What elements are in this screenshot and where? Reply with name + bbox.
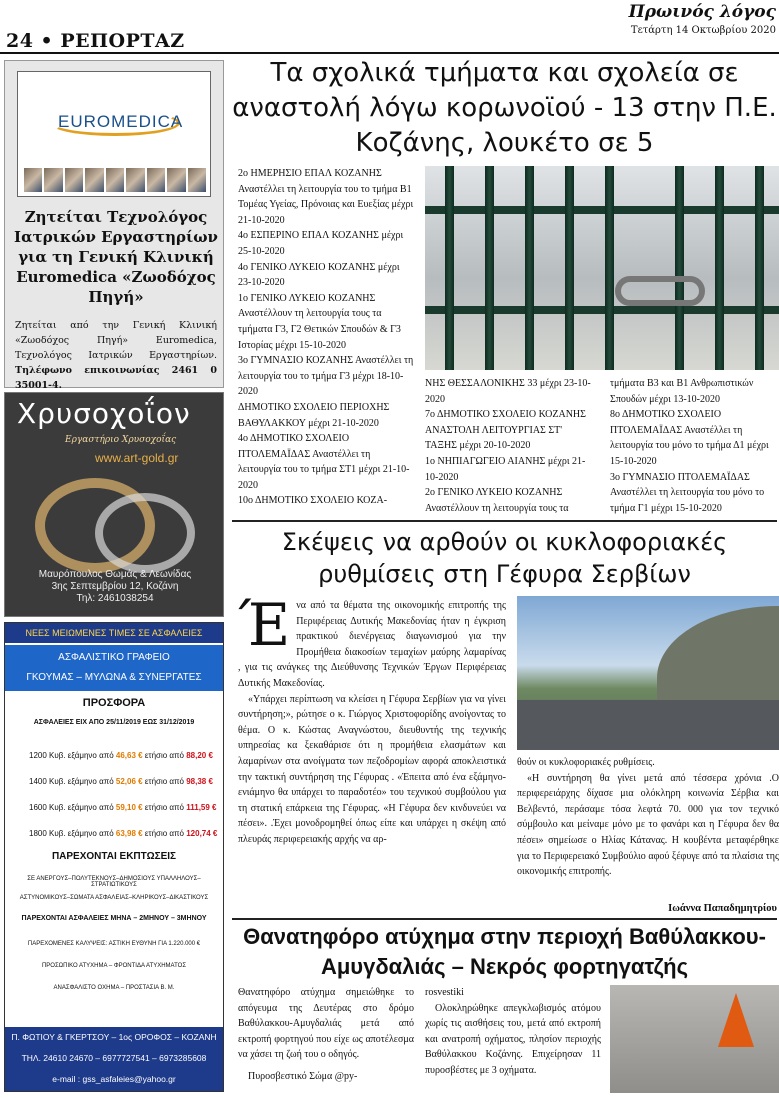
article1-col3 bbox=[610, 376, 778, 516]
locked-gate-photo bbox=[425, 166, 779, 370]
author-byline: Ιωάννα Παπαδημητρίου bbox=[668, 903, 777, 914]
school-item: 2ο ΗΜΕΡΗΣΙΟ ΕΠΑΛ ΚΟΖΑΝΗΣ Αναστέλλει τη λειτουργία του το τμήμα Β1 Τομέας Υγείας, Πρόνοιας και Ευεξίας μέχρι 21-10-2020 bbox=[238, 168, 414, 226]
school-item: 10ο ΔΗΜΟΤΙΚΟ ΣΧΟΛΕΙΟ ΚΟΖΑ- bbox=[238, 495, 388, 507]
header-rule bbox=[0, 52, 779, 54]
article1-headline: Τα σχολικά τμήματα και σχολεία σε αναστολή λόγω κορωνοϊού - 13 στην Π.Ε. Κοζάνης, λουκέτο σε 5 bbox=[232, 58, 777, 158]
divider bbox=[232, 520, 777, 522]
goldsmith-street: 3ης Σεπτεμβρίου 12, Κοζάνη bbox=[51, 581, 179, 592]
euromedica-body-text: Ζητείται από την Γενική Κλινική «Ζωοδόχος Πηγή» Euromedica, Τεχνολόγος Ιατρικών Εργαστηρίων. bbox=[15, 320, 217, 361]
school-item: 3ο ΓΥΜΝΑΣΙΟ ΠΤΟΛΕΜΑΪΔΑΣ Αναστέλλει τη λειτουργία του μόνο το τμήμα Γ1 μέχρι 15-10-2020 bbox=[610, 471, 765, 514]
insurance-contact bbox=[5, 1027, 223, 1091]
insurance-ad bbox=[4, 622, 224, 1092]
school-item: 1ο ΓΕΝΙΚΟ ΛΥΚΕΙΟ ΚΟΖΑΝΗΣ Αναστέλλουν τη λειτουργία τους τα τμήματα Γ3, Γ2 Θετικών Σπουδών & Γ3 Ιστορίας μέχρι 15-10-2020 bbox=[238, 292, 401, 351]
insurance-line: ΑΝΑΣΦΑΛΙΣΤΟ ΟΧΗΜΑ – ΠΡΟΣΤΑΣΙΑ Β. Μ. bbox=[53, 985, 175, 991]
issue-date: Τετάρτη 14 Οκτωβρίου 2020 bbox=[630, 25, 776, 36]
insurance-line: ΠΑΡΕΧΟΜΕΝΕΣ ΚΑΛΥΨΕΙΣ: ΑΣΤΙΚΗ ΕΥΘΥΝΗ ΓΙΑ 1.220.000 € bbox=[27, 941, 201, 947]
article1-col1 bbox=[238, 166, 414, 509]
insurance-address: Π. ΦΩΤΙΟΥ & ΓΚΕΡΤΣΟΥ – 1ος ΟΡΟΦΟΣ – ΚΟΖΑΝΗ bbox=[11, 1032, 217, 1042]
euromedica-ad bbox=[4, 60, 224, 391]
price-list bbox=[29, 743, 219, 847]
school-item: 8ο ΔΗΜΟΤΙΚΟ ΣΧΟΛΕΙΟ ΠΤΟΛΕΜΑΪΔΑΣ Αναστέλλει τη λειτουργία του μόνο το τμήμα Δ1 μέχρι 15-10-2020 bbox=[610, 409, 769, 467]
insurance-phone: ΤΗΛ. 24610 24670 – 6977727541 – 6973285608 bbox=[21, 1053, 207, 1063]
dropcap: Έ bbox=[238, 591, 291, 659]
school-item: ΔΗΜΟΤΙΚΟ ΣΧΟΛΕΙΟ ΠΕΡΙΟΧΗΣ ΒΑΘΥΛΑΚΚΟΥ μέχρι 21-10-2020 bbox=[238, 401, 390, 429]
insurance-line: ΣΕ ΑΝΕΡΓΟΥΣ–ΠΟΛΥΤΕΚΝΟΥΣ–ΔΗΜΟΣΙΟΥΣ ΥΠΑΛΛΗΛΟΥΣ–ΣΤΡΑΤΙΩΤΙΚΟΥΣ bbox=[27, 876, 201, 888]
chain-icon bbox=[615, 276, 705, 306]
article2-p4: «Η συντήρηση θα γίνει μετά από τέσσερα χρόνια .Ο περιφερειάρχης δίχασε μια ολόκληρη κοινωνία Σέρβια και Βελβεντό, περάσαμε τόσα λεφτά 70. 000 για τον τεχνικό σύμβουλο και μείναμε μόνο με το φανάρι και η Γέφυρα δεν θα πέσει» σημείωσε ο Ηλίας Κάτανας. Η κουβέντα μεταφέρθηκε για το Περιφερειακό Συμβούλιο αφού ξέφυγε από τα πλαίσια της οικονομικής επιτροπής. bbox=[517, 772, 779, 878]
goldsmith-title: Χρυσοχοΐον bbox=[17, 397, 191, 430]
insurance-office bbox=[5, 645, 223, 691]
insurance-owners: ΓΚΟΥΜΑΣ – ΜΥΛΩΝΑ & ΣΥΝΕΡΓΑΤΕΣ bbox=[26, 672, 202, 683]
insurance-discounts: ΠΑΡΕΧΟΝΤΑΙ ΕΚΠΤΩΣΕΙΣ bbox=[51, 851, 177, 862]
insurance-period: ΑΣΦΑΛΕΙΕΣ ΕΙΧ ΑΠΟ 25/11/2019 ΕΩΣ 31/12/2019 bbox=[33, 719, 195, 726]
euromedica-title: Ζητείται Τεχνολόγος Ιατρικών Εργαστηρίων για τη Γενική Κλινική Euromedica «Ζωοδόχος Πηγή» bbox=[14, 208, 218, 306]
article2-col2 bbox=[517, 755, 779, 880]
school-item: 3ο ΓΥΜΝΑΣΙΟ ΚΟΖΑΝΗΣ Αναστέλλει τη λειτουργία του το τμήμα Γ3 μέχρι 18-10-2020 bbox=[238, 355, 414, 398]
price-row: 1400 Κυβ. εξάμηνο από 52,06 € ετήσιο από 98,38 € bbox=[29, 777, 213, 786]
article3-p3: rosvestiki bbox=[425, 987, 464, 998]
goldsmith-url[interactable]: www.art-gold.gr bbox=[95, 451, 179, 465]
school-item: 2ο ΓΕΝΙΚΟ ΛΥΚΕΙΟ ΚΟΖΑΝΗΣ Αναστέλλουν τη λειτουργία τους τα bbox=[425, 487, 569, 514]
euromedica-phone: Τηλέφωνο επικοινωνίας 2461 0 35001-4. bbox=[15, 365, 217, 391]
school-item: 4ο ΓΕΝΙΚΟ ΛΥΚΕΙΟ ΚΟΖΑΝΗΣ μέχρι 23-10-2020 bbox=[238, 261, 400, 289]
article3-p1: Θανατηφόρο ατύχημα σημειώθηκε το απόγευμα της Δευτέρας στο δρόμο Βαθύλακκου-Αμυγδαλιάς μετά από εκτροπή φορτηγού που είχε ως αποτέλεσμα να χάσει τη ζωή του ο οδηγός. bbox=[238, 987, 414, 1061]
article2-p2: «Υπάρχει περίπτωση να κλείσει η Γέφυρα Σερβίων για να γίνει συντήρηση;», ρώτησε ο κ. Γιώργος Χριστοφορίδης ανοίγοντας το θέμα. Ο κ. Κώστας Αναγνώστου, διευθυντής της τεχνικής υπηρεσίας κα ξεκαθάρισε ότι η προμήθεια ελασμάτων και λαμαρίνων στα ανοίγματα των πεζοδρομίων αφορά αποκλειστικά την τακτική συντήρηση της Γέφυρας . «Έπειτα από ένα εξάμηνο-ενιάμηνο θα υπάρχει το παραδοτέο» του τεχνικού συμβούλου για τη στατική επάρκεια της Γέφυρας. «Η Γέφυρα δεν κινδυνεύει να πέσει». .Έχει μονοδρομηθεί όπως είπε και υπάρχει η σκέψη από πλευράς περιφερειακής αρχής να αρ- bbox=[238, 693, 506, 845]
article3-p2: Πυροσβεστικό Σώμα @py- bbox=[248, 1070, 358, 1082]
divider bbox=[232, 918, 777, 920]
school-item: 4ο ΔΗΜΟΤΙΚΟ ΣΧΟΛΕΙΟ ΠΤΟΛΕΜΑΪΔΑΣ Αναστέλλει τη λειτουργία του το τμήμα ΣΤ1 μέχρι 21-10-2020 bbox=[238, 433, 410, 491]
article3-p4: Ολοκληρώθηκε απεγκλωβισμός ατόμου χωρίς τις αισθήσεις του, μετά από εκτροπή και ανατροπή οχήματος, πλησίον περιοχής Βαθύλακκου Κοζάνης. Επιχείρησαν 11 πυροσβέστες με 3 οχήματα. bbox=[425, 1002, 601, 1076]
article2-p1: Ένα από τα θέματα της οικονομικής επιτροπής της Περιφέρειας Δυτικής Μακεδονίας ήταν η έγκριση πρακτικού διενέργειας διαγωνισμού για την Προμήθεια διακοσίων τεμαχίων μαύρης λαμαρίνας , για τις ανάγκες της Διεύθυνσης Τεχνικών Έργων Περιφέρειας Δυτικής Μακεδονίας. bbox=[238, 591, 506, 689]
goldsmith-owners: Μαυρόπουλος Θωμάς & Λεωνίδας bbox=[38, 569, 192, 580]
insurance-email[interactable]: e-mail : gss_asfaleies@yahoo.gr bbox=[52, 1074, 176, 1084]
insurance-banner: ΝΕΕΣ ΜΕΙΩΜΕΝΕΣ ΤΙΜΕΣ ΣΕ ΑΣΦΑΛΕΙΕΣ bbox=[5, 623, 223, 643]
school-item: 7ο ΔΗΜΟΤΙΚΟ ΣΧΟΛΕΙΟ ΚΟΖΑΝΗΣ ΑΝΑΣΤΟΛΗ ΛΕΙΤΟΥΡΓΙΑΣ ΣΤ' ΤΑΞΗΣ μέχρι 20-10-2020 bbox=[425, 409, 586, 452]
article3-headline: Θανατηφόρο ατύχημα στην περιοχή Βαθύλακκου-Αμυγδαλιάς – Νεκρός φορτηγατζής bbox=[243, 924, 766, 979]
goldsmith-subtitle: Εργαστήριο Χρυσοχοΐας bbox=[65, 435, 177, 445]
accident-photo bbox=[610, 985, 779, 1093]
article3-col2 bbox=[425, 985, 601, 1079]
bridge-road-photo bbox=[517, 596, 779, 750]
article3-col1 bbox=[238, 985, 414, 1085]
insurance-line: ΠΑΡΕΧΟΝΤΑΙ ΑΣΦΑΛΕΙΕΣ ΜΗΝΑ – 2ΜΗΝΟΥ – 3ΜΗΝΟΥ bbox=[21, 915, 207, 922]
ring-icon bbox=[95, 493, 195, 573]
goldsmith-ad bbox=[4, 392, 224, 617]
goldsmith-address bbox=[5, 569, 224, 605]
insurance-office-label: ΑΣΦΑΛΙΣΤΙΚΟ ΓΡΑΦΕΙΟ bbox=[58, 652, 170, 663]
article2-col1 bbox=[238, 591, 506, 848]
article2-headline: Σκέψεις να αρθούν οι κυκλοφοριακές ρυθμίσεις στη Γέφυρα Σερβίων bbox=[281, 528, 728, 588]
insurance-line: ΠΡΟΣΩΠΙΚΟ ΑΤΥΧΗΜΑ – ΦΡΟΝΤΙΔΑ ΑΤΥΧΗΜΑΤΟΣ bbox=[41, 963, 187, 969]
insurance-line: ΑΣΤΥΝΟΜΙΚΟΥΣ–ΣΩΜΑΤΑ ΑΣΦΑΛΕΙΑΣ–ΚΛΗΡΙΚΟΥΣ–ΔΙΚΑΣΤΙΚΟΥΣ bbox=[19, 895, 209, 901]
school-item: ΝΗΣ ΘΕΣΣΑΛΟΝΙΚΗΣ 33 μέχρι 23-10-2020 bbox=[425, 378, 591, 405]
section-title: 24 • ΡΕΠΟΡΤΑΖ bbox=[6, 30, 185, 52]
article2-p3: θούν οι κυκλοφοριακές ρυθμίσεις. bbox=[517, 757, 655, 768]
masthead: Πρωινός λόγος bbox=[628, 2, 776, 22]
school-item: τμήματα Β3 και Β1 Ανθρωπιστικών Σπουδών μέχρι 13-10-2020 bbox=[610, 378, 754, 405]
article1-col2 bbox=[425, 376, 595, 516]
price-row: 1200 Κυβ. εξάμηνο από 46,63 € ετήσιο από 88,20 € bbox=[29, 751, 213, 760]
school-item: 4ο ΕΣΠΕΡΙΝΟ ΕΠΑΛ ΚΟΖΑΝΗΣ μέχρι 25-10-2020 bbox=[238, 230, 404, 257]
euromedica-body bbox=[15, 318, 217, 393]
price-row: 1800 Κυβ. εξάμηνο από 63,98 € ετήσιο από 120,74 € bbox=[29, 829, 218, 838]
traffic-cone-icon bbox=[718, 993, 754, 1047]
insurance-offer: ΠΡΟΣΦΟΡΑ bbox=[82, 697, 146, 709]
photo-strip bbox=[24, 168, 206, 192]
goldsmith-phone: Τηλ: 2461038254 bbox=[76, 593, 154, 604]
euromedica-logo-box bbox=[17, 71, 211, 197]
price-row: 1600 Κυβ. εξάμηνο από 59,10 € ετήσιο από 111,59 € bbox=[29, 803, 217, 812]
school-item: 1ο ΝΗΠΙΑΓΩΓΕΙΟ ΑΙΑΝΗΣ μέχρι 21-10-2020 bbox=[425, 455, 586, 483]
euromedica-logo: EUROMEDICA bbox=[58, 112, 184, 131]
